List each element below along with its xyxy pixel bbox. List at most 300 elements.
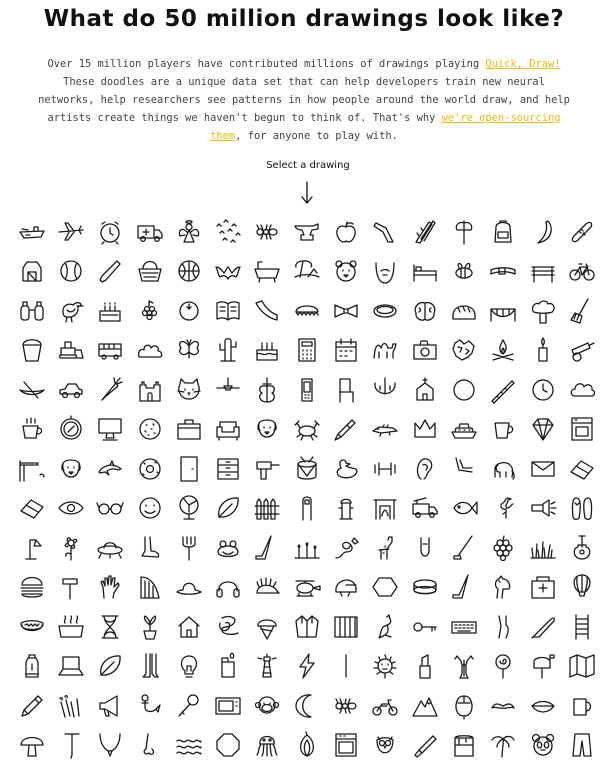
drawing-mermaid[interactable] [130,686,169,726]
mouse-icon [450,692,478,720]
drawing-foot[interactable] [130,528,169,568]
drawing-bowtie[interactable] [326,291,365,331]
drawing-cake[interactable] [248,331,287,371]
cookie-icon [136,415,164,443]
drawing-arm[interactable] [366,212,405,252]
drawing-helmet[interactable] [326,568,365,608]
drawing-lighter[interactable] [208,647,247,687]
drawing-camera[interactable] [405,331,444,371]
hurricane-icon [214,613,242,641]
drawing-hot-tub[interactable] [51,607,90,647]
bed-icon [411,257,439,285]
drawing-lion[interactable] [366,647,405,687]
drawing-hand[interactable] [91,568,130,608]
bandage-icon [568,218,596,246]
drawing-baseball[interactable] [51,252,90,292]
drawing-crocodile[interactable] [366,410,405,450]
nail-icon [57,731,85,759]
drawing-kangaroo[interactable] [366,607,405,647]
paint-can-icon [450,731,478,759]
drawing-flip-flops[interactable] [562,489,601,529]
drawing-helicopter[interactable] [287,568,326,608]
drawing-crayon[interactable] [326,410,365,450]
drawing-dishwasher[interactable] [562,410,601,450]
drawing-mouse[interactable] [444,686,483,726]
drawing-duck[interactable] [326,449,365,489]
drawing-pants[interactable] [562,726,601,766]
drawing-apple[interactable] [326,212,365,252]
crown-icon [411,415,439,443]
drawing-clock[interactable] [523,370,562,410]
drawing-guitar[interactable] [562,528,601,568]
drawing-clarinet[interactable] [484,370,523,410]
drawing-flower[interactable] [51,528,90,568]
drawing-hexagon[interactable] [366,568,405,608]
diving-board-icon [18,455,46,483]
drawing-computer[interactable] [91,410,130,450]
drawing-frog[interactable] [208,528,247,568]
drawing-flying-saucer[interactable] [91,528,130,568]
drawing-fireplace[interactable] [366,489,405,529]
drawing-cat[interactable] [169,370,208,410]
drawing-blueberry[interactable] [169,291,208,331]
drawing-broccoli[interactable] [523,291,562,331]
drawing-elbow[interactable] [444,449,483,489]
drawing-airplane[interactable] [51,212,90,252]
chandelier-icon [371,376,399,404]
drawing-bear[interactable] [326,252,365,292]
drawing-grapes[interactable] [484,528,523,568]
hat-icon [175,573,203,601]
drawing-chair[interactable] [326,370,365,410]
drawing-cello[interactable] [248,370,287,410]
drawing-microwave[interactable] [208,686,247,726]
drawing-oven[interactable] [326,726,365,766]
drawing-hospital[interactable] [523,568,562,608]
backpack-icon [489,218,517,246]
drawing-garden[interactable] [287,528,326,568]
drawings-grid [12,212,601,765]
intro-text-3: , for anyone to play with. [235,130,398,142]
drawing-mailbox[interactable] [523,647,562,687]
drawing-paint-can[interactable] [444,726,483,766]
alarm-clock-icon [96,218,124,246]
drawing-boomerang[interactable] [248,291,287,331]
drawing-bed[interactable] [405,252,444,292]
drawing-envelope[interactable] [523,449,562,489]
drawing-banana[interactable] [523,212,562,252]
drawing-cell-phone[interactable] [287,370,326,410]
drawing-lobster[interactable] [444,647,483,687]
drawing-knife[interactable] [523,607,562,647]
drawing-bottlecap[interactable] [287,291,326,331]
octagon-icon [214,731,242,759]
drawing-aircraft-carrier[interactable] [12,212,51,252]
drawing-fish[interactable] [444,489,483,529]
drawing-face[interactable] [130,489,169,529]
broccoli-icon [529,297,557,325]
drawing-door[interactable] [169,449,208,489]
drawing-drill[interactable] [248,449,287,489]
drawing-chandelier[interactable] [366,370,405,410]
drawing-frying-pan[interactable] [248,528,287,568]
drawing-feather[interactable] [208,489,247,529]
drawing-fork[interactable] [169,528,208,568]
drawing-key[interactable] [405,607,444,647]
cell-phone-icon [293,376,321,404]
fence-icon [253,494,281,522]
jacket-icon [293,613,321,641]
drawing-elephant[interactable] [484,449,523,489]
drawing-flamingo[interactable] [484,489,523,529]
marker-icon [18,692,46,720]
drawing-giraffe[interactable] [366,528,405,568]
drawing-lightning[interactable] [287,647,326,687]
drawing-hourglass[interactable] [91,607,130,647]
drawing-fence[interactable] [248,489,287,529]
drawing-grass[interactable] [523,528,562,568]
drawing-basket[interactable] [130,252,169,292]
moustache-icon [489,692,517,720]
drawing-diving-board[interactable] [12,449,51,489]
drawing-belt[interactable] [484,252,523,292]
drawing-lollipop[interactable] [484,647,523,687]
hedgehog-icon [253,573,281,601]
drawing-goatee[interactable] [405,528,444,568]
car-icon [57,376,85,404]
kangaroo-icon [371,613,399,641]
cow-icon [253,415,281,443]
circle-icon [450,376,478,404]
drawing-hot-air-balloon[interactable] [562,568,601,608]
drawing-compass[interactable] [51,410,90,450]
dumbbell-icon [371,455,399,483]
drawing-hammer[interactable] [51,568,90,608]
drawing-bench[interactable] [523,252,562,292]
drawing-dolphin[interactable] [91,449,130,489]
drawing-beard[interactable] [366,252,405,292]
drawing-fire-hydrant[interactable] [326,489,365,529]
drawing-cooler[interactable] [169,410,208,450]
cello-icon [253,376,281,404]
matches-icon [57,692,85,720]
drawing-castle[interactable] [130,370,169,410]
helicopter-icon [293,573,321,601]
helmet-icon [332,573,360,601]
candle-icon [529,336,557,364]
bus-icon [96,336,124,364]
drawing-megaphone[interactable] [91,686,130,726]
drawing-mouth[interactable] [523,686,562,726]
crayon-icon [332,415,360,443]
drawing-cruise-ship[interactable] [444,410,483,450]
drawing-angel[interactable] [169,212,208,252]
motorbike-icon [371,692,399,720]
quick-draw-link[interactable]: Quick, Draw! [485,58,561,70]
drawing-bandage[interactable] [562,212,601,252]
drawing-moon[interactable] [287,686,326,726]
envelope-icon [529,455,557,483]
ear-icon [411,455,439,483]
grapes-icon [489,534,517,562]
drawing-firetruck[interactable] [405,489,444,529]
drawing-axe[interactable] [444,212,483,252]
camouflage-icon [450,336,478,364]
leaf-icon [96,652,124,680]
drawing-headphones[interactable] [208,568,247,608]
drawing-monkey[interactable] [248,686,287,726]
drawing-hurricane[interactable] [208,607,247,647]
keyboard-icon [450,613,478,641]
drawing-candle[interactable] [523,331,562,371]
drawing-octopus[interactable] [248,726,287,766]
drawing-crab[interactable] [287,410,326,450]
drawing-bucket[interactable] [12,331,51,371]
drawing-asparagus[interactable] [405,212,444,252]
lipstick-icon [411,652,439,680]
goatee-icon [411,534,439,562]
drawing-panda[interactable] [523,726,562,766]
drawing-birthday-cake[interactable] [91,291,130,331]
drawing-donut[interactable] [130,449,169,489]
drawing-knee[interactable] [484,607,523,647]
apple-icon [332,218,360,246]
drawing-church[interactable] [405,370,444,410]
drawing-bracelet[interactable] [366,291,405,331]
drawing-bridge[interactable] [484,291,523,331]
bread-icon [450,297,478,325]
drawing-nail[interactable] [51,726,90,766]
drawing-alarm-clock[interactable] [91,212,130,252]
drawing-bee[interactable] [444,252,483,292]
line-icon [332,652,360,680]
dolphin-icon [96,455,124,483]
drawing-microphone[interactable] [169,686,208,726]
eraser-icon [18,494,46,522]
drawing-ocean[interactable] [169,726,208,766]
drawing-dog[interactable] [51,449,90,489]
drawing-cactus[interactable] [208,331,247,371]
drawing-car[interactable] [51,370,90,410]
drawing-motorbike[interactable] [366,686,405,726]
drawing-bus[interactable] [91,331,130,371]
drawing-hedgehog[interactable] [248,568,287,608]
computer-icon [96,415,124,443]
drawing-camouflage[interactable] [444,331,483,371]
lion-icon [371,652,399,680]
aircraft-carrier-icon [18,218,46,246]
animal-migration-icon [214,218,242,246]
drawing-hot-dog[interactable] [12,607,51,647]
drawing-paintbrush[interactable] [405,726,444,766]
drawing-ambulance[interactable] [130,212,169,252]
butterfly-icon [175,336,203,364]
open-sourcing-link[interactable]: we're open-sourcing them [210,112,561,142]
drawing-baseball-bat[interactable] [91,252,130,292]
knife-icon [529,613,557,641]
drawing-palm-tree[interactable] [484,726,523,766]
birthday-cake-icon [96,297,124,325]
drawing-finger[interactable] [287,489,326,529]
drawing-anvil[interactable] [287,212,326,252]
beach-icon [293,257,321,285]
drawing-bathtub[interactable] [248,252,287,292]
drawing-owl[interactable] [366,726,405,766]
drawing-leaf[interactable] [91,647,130,687]
drawing-brain[interactable] [405,291,444,331]
drawing-bush[interactable] [130,331,169,371]
drawing-bat[interactable] [208,252,247,292]
drawing-mug[interactable] [562,686,601,726]
eraser-icon [568,455,596,483]
drawing-hockey-stick[interactable] [444,568,483,608]
drawing-hat[interactable] [169,568,208,608]
baseball-bat-icon [96,257,124,285]
drawing-light-bulb[interactable] [169,647,208,687]
binoculars-icon [18,297,46,325]
bottlecap-icon [293,297,321,325]
angel-icon [175,218,203,246]
drawing-diamond[interactable] [523,410,562,450]
drawing-octagon[interactable] [208,726,247,766]
drawing-ice-cream[interactable] [248,607,287,647]
lighter-icon [214,652,242,680]
drawing-golf-club[interactable] [444,528,483,568]
necklace-icon [96,731,124,759]
hexagon-icon [371,573,399,601]
drawing-line[interactable] [326,647,365,687]
pants-icon [568,731,596,759]
blackberry-icon [136,297,164,325]
drawing-carrot[interactable] [91,370,130,410]
drawing-dumbbell[interactable] [366,449,405,489]
drawing-harp[interactable] [130,568,169,608]
drawing-horse[interactable] [484,568,523,608]
drawing-lighthouse[interactable] [248,647,287,687]
drawing-bird[interactable] [51,291,90,331]
drawing-onion[interactable] [287,726,326,766]
guitar-icon [568,534,596,562]
moon-icon [293,692,321,720]
drawing-crown[interactable] [405,410,444,450]
drawing-hockey-puck[interactable] [405,568,444,608]
drawing-leg[interactable] [130,647,169,687]
garden-hose-icon [332,534,360,562]
drawing-calendar[interactable] [326,331,365,371]
drawing-camel[interactable] [366,331,405,371]
drawing-jacket[interactable] [287,607,326,647]
drawing-moustache[interactable] [484,686,523,726]
drawing-drums[interactable] [287,449,326,489]
drawing-eraser[interactable] [12,489,51,529]
drawing-lipstick[interactable] [405,647,444,687]
drawing-beach[interactable] [287,252,326,292]
drawing-matches[interactable] [51,686,90,726]
drawing-cloud[interactable] [562,370,601,410]
drawing-book[interactable] [208,291,247,331]
drawing-ladder[interactable] [562,607,601,647]
drawing-cup[interactable] [484,410,523,450]
drawing-jail[interactable] [326,607,365,647]
drawing-nose[interactable] [130,726,169,766]
eye-icon [57,494,85,522]
drawing-floor-lamp[interactable] [12,528,51,568]
drawing-house[interactable] [169,607,208,647]
crab-icon [293,415,321,443]
drawing-bicycle[interactable] [562,252,601,292]
arm-icon [371,218,399,246]
drawing-cannon[interactable] [562,331,601,371]
drawing-circle[interactable] [444,370,483,410]
drawing-hamburger[interactable] [12,568,51,608]
drawing-cookie[interactable] [130,410,169,450]
drawing-mosquito[interactable] [326,686,365,726]
drawing-coffee-cup[interactable] [12,410,51,450]
drawing-cow[interactable] [248,410,287,450]
drawing-eyeglasses[interactable] [91,489,130,529]
drawing-ant[interactable] [248,212,287,252]
drawing-marker[interactable] [12,686,51,726]
drawing-house-plant[interactable] [130,607,169,647]
flashlight-icon [529,494,557,522]
drawing-eraser[interactable] [562,449,601,489]
drawing-dresser[interactable] [208,449,247,489]
drawing-bread[interactable] [444,291,483,331]
drawing-map[interactable] [562,647,601,687]
donut-icon [136,455,164,483]
bat-icon [214,257,242,285]
firetruck-icon [411,494,439,522]
calendar-icon [332,336,360,364]
mermaid-icon [136,692,164,720]
intro-text-2: These doodles are a unique data set that can help developers train new neural networks, help researchers see patterns in how people around the world draw, and help artists create things we haven't begun to think of. That's why [38,76,570,124]
drawing-mountain[interactable] [405,686,444,726]
drawing-laptop[interactable] [51,647,90,687]
ant-icon [253,218,281,246]
drawing-keyboard[interactable] [444,607,483,647]
drawing-ceiling-fan[interactable] [208,370,247,410]
drawing-couch[interactable] [208,410,247,450]
drawing-binoculars[interactable] [12,291,51,331]
drawing-fan[interactable] [169,489,208,529]
drawing-flashlight[interactable] [523,489,562,529]
drawing-ear[interactable] [405,449,444,489]
drawing-necklace[interactable] [91,726,130,766]
drawing-mushroom[interactable] [12,726,51,766]
drawing-backpack[interactable] [484,212,523,252]
mushroom-icon [18,731,46,759]
microwave-icon [214,692,242,720]
drawing-animal-migration[interactable] [208,212,247,252]
drawing-barn[interactable] [12,252,51,292]
drawing-lantern[interactable] [12,647,51,687]
drawing-butterfly[interactable] [169,331,208,371]
drawing-canoe[interactable] [12,370,51,410]
drawing-garden-hose[interactable] [326,528,365,568]
drawing-broom[interactable] [562,291,601,331]
drawing-eye[interactable] [51,489,90,529]
bird-icon [57,297,85,325]
palm-tree-icon [489,731,517,759]
drawing-blackberry[interactable] [130,291,169,331]
frying-pan-icon [253,534,281,562]
microphone-icon [175,692,203,720]
drawing-basketball[interactable] [169,252,208,292]
drawing-campfire[interactable] [484,331,523,371]
lollipop-icon [489,652,517,680]
drawing-calculator[interactable] [287,331,326,371]
drawing-bulldozer[interactable] [51,331,90,371]
